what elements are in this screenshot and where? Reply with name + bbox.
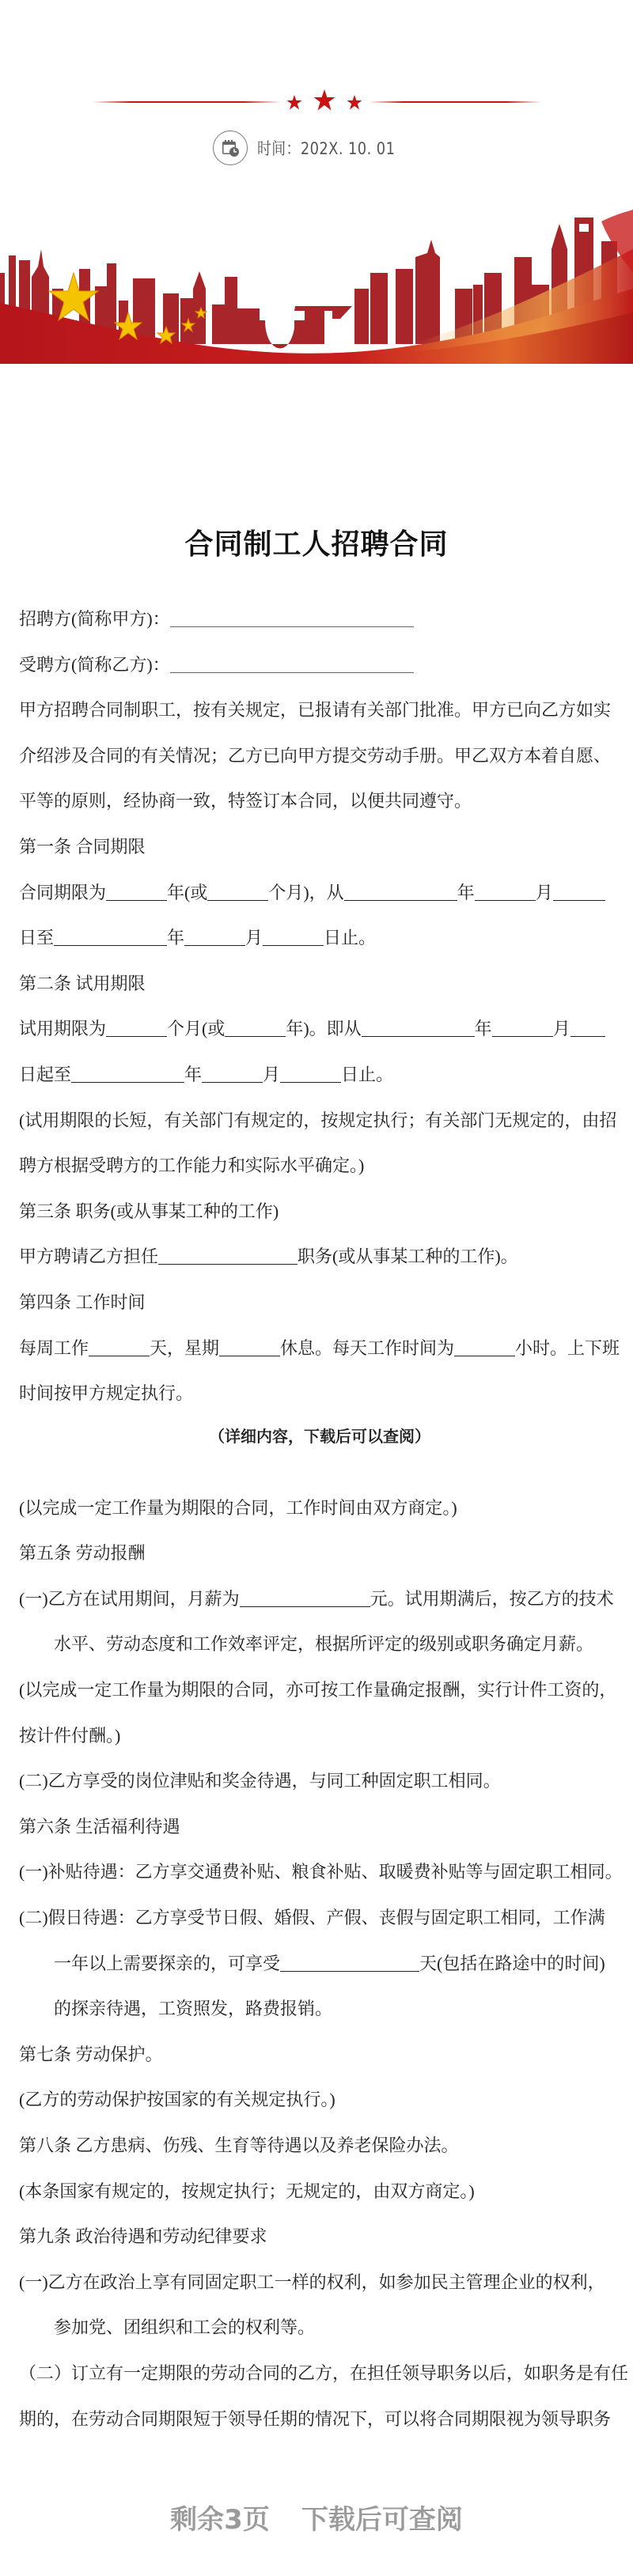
party-field-line: 招聘方(简称甲方)：: [19, 596, 620, 642]
document-line-indented: 一年以上需要探亲的，可享受 天(包括在路途中的时间): [54, 1953, 605, 1973]
document-line: (二)假日待遇：乙方享受节日假、婚假、产假、丧假与固定职工相同，工作满: [19, 1908, 605, 1928]
document-line: （二）订立有一定期限的劳动合同的乙方，在担任领导职务以后，如职务是有任: [19, 2362, 629, 2383]
download-to-view-label: 下载后可查阅: [301, 2504, 463, 2536]
banner-header: [0, 0, 633, 364]
party-field-line: 受聘方(简称乙方)：: [19, 642, 620, 688]
fill-in-blank[interactable]: [158, 1263, 298, 1265]
article-heading: 第八条 乙方患病、伤残、生育等待遇以及养老保险办法。: [19, 2135, 459, 2155]
fill-in-blank[interactable]: [54, 944, 167, 946]
fill-in-blank[interactable]: [207, 899, 268, 901]
document-line: 按计件付酬。): [19, 1725, 121, 1746]
document-line: (二)乙方享受的岗位津贴和奖金待遇，与同工种固定职工相同。: [19, 1771, 501, 1791]
document-line: 时间按甲方规定执行。: [19, 1383, 194, 1404]
fill-in-blank[interactable]: [475, 899, 536, 901]
fill-in-blank[interactable]: [553, 899, 605, 901]
document-line: (试用期限的长短，有关部门有规定的，按规定执行；有关部门无规定的，由招: [19, 1110, 617, 1130]
document-line: 日至 年 月 日止。: [19, 928, 377, 948]
fill-in-blank[interactable]: [225, 1035, 286, 1037]
article-heading: 第四条 工作时间: [19, 1292, 146, 1312]
download-prompt[interactable]: [0, 2498, 633, 2536]
fill-in-blank[interactable]: [280, 1081, 341, 1083]
document-line: (一)补贴待遇：乙方享交通费补贴、粮食补贴、取暖费补贴等与固定职工相同。: [19, 1862, 623, 1882]
fill-in-blank[interactable]: [89, 1355, 150, 1356]
article-heading: 第九条 政治待遇和劳动纪律要求: [19, 2226, 267, 2247]
document-line: (本条国家有规定的，按规定执行；无规定的，由双方商定。): [19, 2181, 475, 2201]
article-heading: 第三条 职务(或从事某工种的工作): [19, 1201, 279, 1221]
document-line: 甲方聘请乙方担任 职务(或从事某工种的工作)。: [19, 1246, 518, 1267]
document-line-indented: 水平、劳动态度和工作效率评定，根据所评定的级别或职务确定月薪。: [54, 1634, 594, 1655]
document-line: 平等的原则，经协商一致，特签订本合同，以便共同遵守。: [19, 791, 472, 811]
document-line-indented: 参加党、团组织和工会的权利等。: [54, 2317, 316, 2338]
document-line: (以完成一定工作量为期限的合同，亦可按工作量确定报酬，实行计件工资的，: [19, 1680, 617, 1700]
document-line: 聘方根据受聘方的工作能力和实际水平确定。): [19, 1156, 365, 1176]
decorative-rule-left: [93, 101, 281, 103]
article-heading: 第七条 劳动保护。: [19, 2044, 163, 2064]
fill-in-blank[interactable]: [202, 1081, 263, 1083]
document-line: 每周工作 天，星期 休息。每天工作时间为 小时。上下班: [19, 1337, 620, 1358]
fill-in-blank[interactable]: [362, 1035, 475, 1037]
document-line: 日起至 年 月 日止。: [19, 1064, 394, 1084]
document-line-indented: 的探亲待遇，工资照发，路费报销。: [54, 1999, 333, 2019]
document-body: [19, 596, 629, 2442]
fill-in-blank[interactable]: [492, 1035, 553, 1037]
fill-in-blank[interactable]: [170, 626, 414, 627]
fill-in-blank[interactable]: [344, 899, 457, 901]
remaining-pages-label: 剩余3页: [170, 2504, 270, 2536]
fill-in-blank[interactable]: [71, 1081, 184, 1083]
document-line: 介绍涉及合同的有关情况；乙方已向甲方提交劳动手册。甲乙双方本着自愿、: [19, 745, 612, 766]
fill-in-blank[interactable]: [240, 1606, 370, 1607]
document-line: 合同期限为 年(或 个月)，从 年 月: [19, 870, 620, 916]
document-line: (一)乙方在政治上享有同固定职工一样的权利，如参加民主管理企业的权利，: [19, 2271, 605, 2292]
city-skyline-banner: [0, 210, 633, 364]
three-stars-icon: [285, 87, 364, 119]
article-heading: 第二条 试用期限: [19, 973, 146, 993]
document-title: 合同制工人招聘合同: [184, 528, 449, 561]
document-line: 试用期限为 个月(或 年)。即从 年 月: [19, 1006, 620, 1052]
document-line: (一)乙方在试用期间，月薪为 元。试用期满后，按乙方的技术: [19, 1588, 614, 1609]
decorative-rule-right: [369, 101, 541, 103]
fill-in-blank[interactable]: [184, 944, 245, 946]
article-heading: 第六条 生活福利待遇: [19, 1816, 180, 1836]
fill-in-blank[interactable]: [219, 1355, 280, 1356]
fill-in-blank[interactable]: [570, 1035, 605, 1037]
fill-in-blank[interactable]: [170, 671, 414, 673]
document-line: (以完成一定工作量为期限的合同，工作时间由双方商定。): [19, 1497, 457, 1518]
date-label: 时间：202X. 10. 01: [257, 139, 396, 158]
article-heading: 第一条 合同期限: [19, 836, 146, 857]
document-line: 甲方招聘合同制职工，按有关规定，已报请有关部门批准。甲方已向乙方如实: [19, 700, 612, 721]
fill-in-blank[interactable]: [106, 1035, 167, 1037]
date-row: [0, 131, 633, 165]
fill-in-blank[interactable]: [280, 1970, 419, 1972]
document-line: 期的，在劳动合同期限短于领导任期的情况下，可以将合同期限视为领导职务: [19, 2408, 612, 2429]
calendar-clock-icon: [213, 131, 248, 165]
fill-in-blank[interactable]: [106, 899, 167, 901]
fill-in-blank[interactable]: [454, 1355, 515, 1356]
download-notice: （详细内容，下载后可以查阅）: [209, 1426, 430, 1446]
article-heading: 第五条 劳动报酬: [19, 1543, 146, 1564]
fill-in-blank[interactable]: [263, 944, 324, 946]
document-line: (乙方的劳动保护按国家的有关规定执行。): [19, 2090, 335, 2110]
